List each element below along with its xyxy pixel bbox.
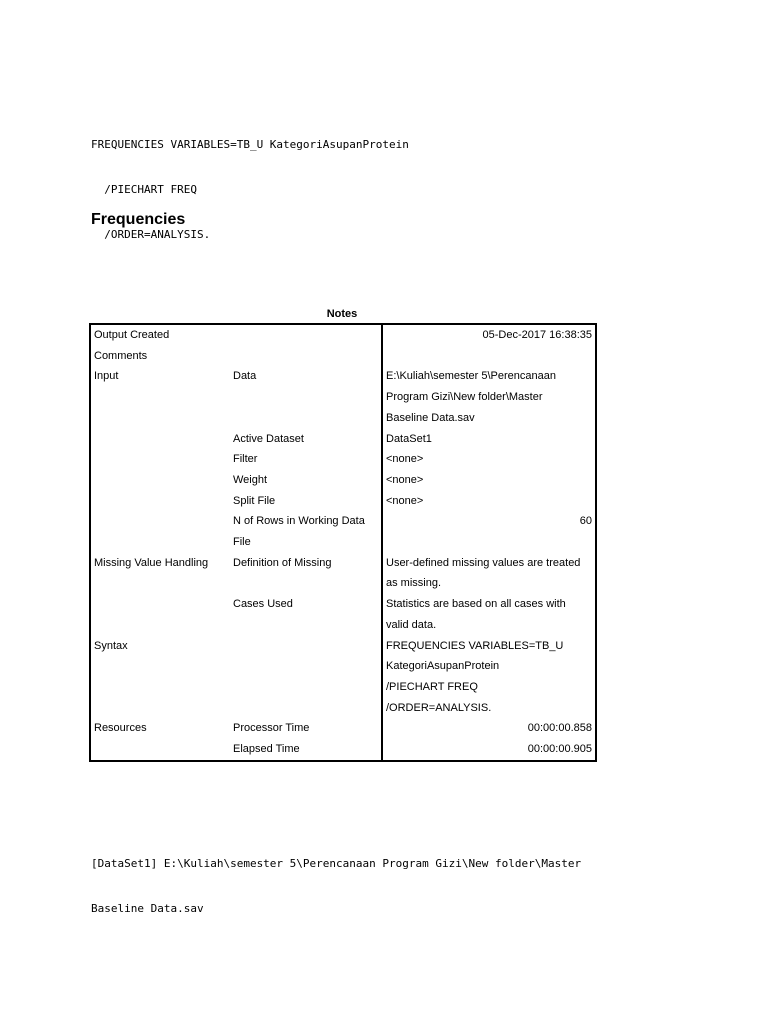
row-value: User-defined missing values are treated as missing. (382, 553, 596, 594)
row-label (90, 429, 230, 450)
notes-table (89, 323, 597, 762)
table-row (90, 491, 596, 512)
row-label: Comments (94, 349, 148, 362)
row-label: Input (94, 370, 119, 383)
row-sublabel (230, 636, 382, 719)
table-row (90, 553, 596, 594)
row-sublabel: Active Dataset (233, 432, 304, 445)
row-label (90, 449, 230, 470)
table-row (90, 739, 596, 761)
row-label (90, 491, 230, 512)
table-row (90, 449, 596, 470)
row-label (90, 470, 230, 491)
dataset-path (91, 826, 581, 931)
syntax-block (91, 107, 409, 257)
row-sublabel: Definition of Missing (233, 556, 332, 569)
table-row (90, 429, 596, 450)
row-label: Resources (94, 722, 147, 735)
row-sublabel: Filter (233, 453, 258, 466)
notes-table-title: Notes (326, 308, 358, 320)
row-sublabel: Processor Time (233, 722, 310, 735)
table-row (90, 594, 596, 635)
table-row (90, 511, 596, 552)
syntax-line: /ORDER=ANALYSIS. (91, 228, 211, 241)
table-row (90, 636, 596, 719)
row-sublabel: Weight (233, 473, 268, 486)
row-sublabel: N of Rows in Working Data File (233, 515, 365, 549)
row-value (382, 346, 596, 367)
row-value: <none> (382, 449, 596, 470)
row-label: Missing Value Handling (94, 556, 209, 569)
table-row (90, 324, 596, 346)
syntax-line: /PIECHART FREQ (91, 183, 197, 196)
row-label: Syntax (94, 639, 128, 652)
row-label (90, 739, 230, 761)
row-value: FREQUENCIES VARIABLES=TB_U KategoriAsupanProtein /PIECHART FREQ /ORDER=ANALYSIS. (382, 636, 596, 719)
row-value: E:\Kuliah\semester 5\Perencanaan Program Gizi\New folder\Master Baseline Data.sav (382, 366, 596, 428)
row-label (90, 594, 230, 635)
row-label (90, 511, 230, 552)
frequencies-heading: Frequencies (91, 211, 186, 228)
row-value: <none> (382, 470, 596, 491)
row-sublabel: Cases Used (233, 598, 293, 611)
row-value: DataSet1 (382, 429, 596, 450)
table-row (90, 366, 596, 428)
row-sublabel (230, 346, 382, 367)
row-value: 05-Dec-2017 16:38:35 (382, 324, 596, 346)
row-value: 60 (382, 511, 596, 552)
dataset-line: [DataSet1] E:\Kuliah\semester 5\Perencanaan Program Gizi\New folder\Master (91, 857, 582, 870)
table-row (90, 346, 596, 367)
row-sublabel (230, 324, 382, 346)
row-sublabel: Split File (233, 494, 276, 507)
row-value: 00:00:00.905 (382, 739, 596, 761)
table-row (90, 718, 596, 739)
dataset-line: Baseline Data.sav (91, 902, 204, 915)
row-label: Output Created (94, 329, 170, 341)
row-value: 00:00:00.858 (382, 718, 596, 739)
row-value: Statistics are based on all cases with valid data. (382, 594, 596, 635)
syntax-line: FREQUENCIES VARIABLES=TB_U KategoriAsupanProtein (91, 138, 409, 151)
row-value: <none> (382, 491, 596, 512)
table-row (90, 470, 596, 491)
row-sublabel: Elapsed Time (233, 743, 300, 756)
row-sublabel: Data (233, 370, 257, 383)
